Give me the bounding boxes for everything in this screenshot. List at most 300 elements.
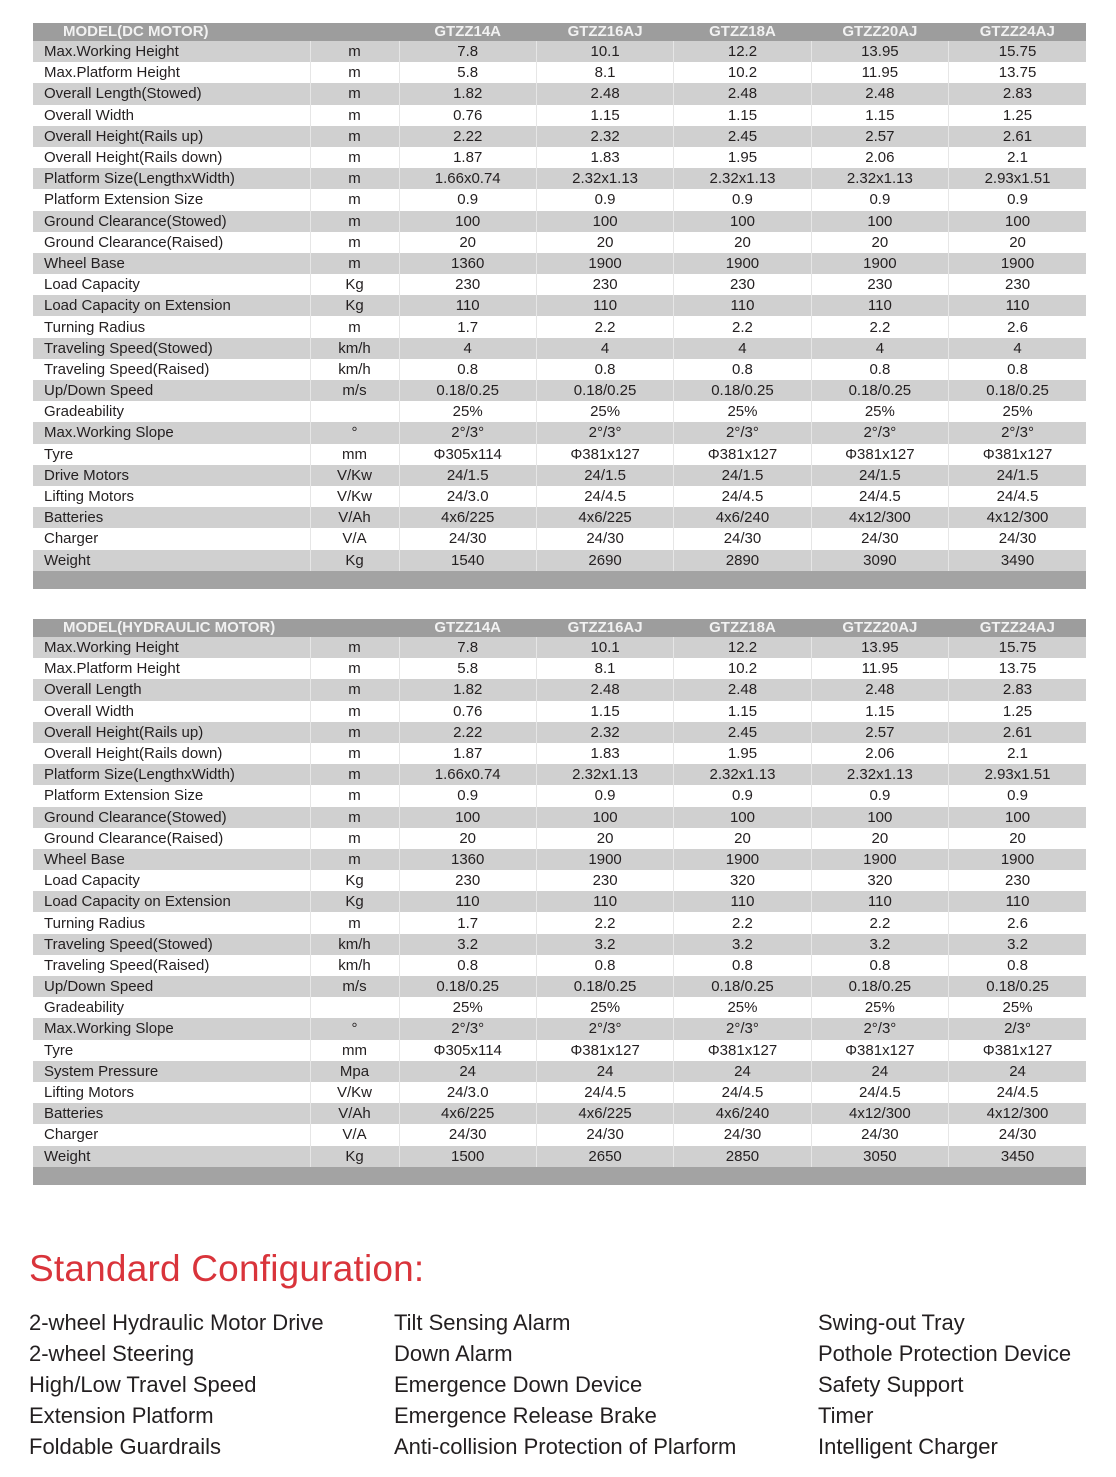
spec-unit: V/Kw xyxy=(310,1082,399,1103)
spec-value: 2890 xyxy=(674,550,811,571)
spec-value: 2.2 xyxy=(536,316,673,337)
spec-unit: m xyxy=(310,126,399,147)
spec-unit: km/h xyxy=(310,955,399,976)
spec-value: 0.9 xyxy=(399,189,536,210)
config-list-column-3 xyxy=(818,1307,1071,1462)
spec-value: 20 xyxy=(811,828,948,849)
spec-unit: m xyxy=(310,253,399,274)
spec-value: Φ305x114 xyxy=(399,1040,536,1061)
dc-motor-spec-table xyxy=(33,23,1086,589)
config-item: Tilt Sensing Alarm xyxy=(394,1310,571,1335)
spec-value: 2.83 xyxy=(949,83,1086,104)
spec-label: Overall Width xyxy=(33,105,310,126)
spec-unit: Kg xyxy=(310,1146,399,1167)
model-column-header: GTZZ20AJ xyxy=(811,619,948,637)
spec-value: 1900 xyxy=(674,253,811,274)
spec-value: 3.2 xyxy=(811,934,948,955)
spec-value: 10.2 xyxy=(674,658,811,679)
spec-label: Gradeability xyxy=(33,401,310,422)
spec-value: 2.45 xyxy=(674,722,811,743)
spec-value: 0.9 xyxy=(674,785,811,806)
spec-value: 0.18/0.25 xyxy=(811,380,948,401)
spec-value: 100 xyxy=(949,807,1086,828)
spec-value: 11.95 xyxy=(811,658,948,679)
spec-label: Traveling Speed(Stowed) xyxy=(33,338,310,359)
spec-value: 230 xyxy=(674,274,811,295)
spec-value: 1.95 xyxy=(674,743,811,764)
spec-unit: m xyxy=(310,785,399,806)
spec-value: 2°/3° xyxy=(811,1018,948,1039)
spec-value: 320 xyxy=(674,870,811,891)
spec-value: 2°/3° xyxy=(949,422,1086,443)
spec-value: 2°/3° xyxy=(399,422,536,443)
spec-value: 110 xyxy=(811,891,948,912)
table-row xyxy=(33,211,1086,232)
spec-value: Φ381x127 xyxy=(811,1040,948,1061)
spec-value: 1.7 xyxy=(399,912,536,933)
spec-value: 8.1 xyxy=(536,658,673,679)
spec-value: 230 xyxy=(399,274,536,295)
spec-value: 25% xyxy=(949,997,1086,1018)
spec-value: 4x12/300 xyxy=(949,1103,1086,1124)
spec-value: 24/1.5 xyxy=(949,465,1086,486)
table-row xyxy=(33,658,1086,679)
spec-value: 15.75 xyxy=(949,41,1086,62)
table-row xyxy=(33,1018,1086,1039)
table-row xyxy=(33,1124,1086,1145)
table-row xyxy=(33,444,1086,465)
spec-value: 2.93x1.51 xyxy=(949,764,1086,785)
spec-label: Weight xyxy=(33,1146,310,1167)
spec-value: 5.8 xyxy=(399,658,536,679)
table-row xyxy=(33,422,1086,443)
spec-value: 2.57 xyxy=(811,126,948,147)
spec-unit: V/A xyxy=(310,1124,399,1145)
spec-value: 0.8 xyxy=(536,359,673,380)
spec-unit: m xyxy=(310,189,399,210)
hydraulic-table-body xyxy=(33,637,1086,1167)
spec-value: Φ305x114 xyxy=(399,444,536,465)
spec-unit: m xyxy=(310,743,399,764)
spec-value: 20 xyxy=(399,828,536,849)
spec-value: 2.2 xyxy=(811,316,948,337)
spec-label: Load Capacity xyxy=(33,870,310,891)
spec-value: 1.95 xyxy=(674,147,811,168)
spec-value: 0.76 xyxy=(399,105,536,126)
spec-value: 5.8 xyxy=(399,62,536,83)
spec-value: Φ381x127 xyxy=(674,444,811,465)
table-row xyxy=(33,785,1086,806)
spec-value: 4x12/300 xyxy=(949,507,1086,528)
table-row xyxy=(33,637,1086,658)
spec-value: 1.87 xyxy=(399,147,536,168)
spec-value: 110 xyxy=(811,295,948,316)
spec-value: 230 xyxy=(536,870,673,891)
table-row xyxy=(33,976,1086,997)
spec-value: 2.32x1.13 xyxy=(674,764,811,785)
spec-value: 2°/3° xyxy=(536,1018,673,1039)
spec-value: 1900 xyxy=(536,849,673,870)
spec-value: 24/4.5 xyxy=(674,486,811,507)
spec-value: 2.45 xyxy=(674,126,811,147)
spec-value: 11.95 xyxy=(811,62,948,83)
spec-value: 1.82 xyxy=(399,679,536,700)
spec-label: Traveling Speed(Stowed) xyxy=(33,934,310,955)
table-row xyxy=(33,679,1086,700)
config-item: 2-wheel Hydraulic Motor Drive xyxy=(29,1310,324,1335)
spec-value: 4x6/225 xyxy=(399,507,536,528)
spec-value: 1.83 xyxy=(536,743,673,764)
spec-value: 0.8 xyxy=(949,955,1086,976)
spec-value: 0.18/0.25 xyxy=(536,976,673,997)
spec-unit: m xyxy=(310,232,399,253)
spec-value: 3.2 xyxy=(536,934,673,955)
spec-value: 110 xyxy=(536,295,673,316)
table-row xyxy=(33,232,1086,253)
spec-value: 4x12/300 xyxy=(811,1103,948,1124)
spec-unit: m/s xyxy=(310,380,399,401)
spec-value: 20 xyxy=(949,828,1086,849)
spec-value: 13.95 xyxy=(811,637,948,658)
spec-value: 0.18/0.25 xyxy=(536,380,673,401)
spec-unit: km/h xyxy=(310,359,399,380)
spec-value: Φ381x127 xyxy=(949,1040,1086,1061)
spec-label: Overall Length xyxy=(33,679,310,700)
dc-table-body xyxy=(33,41,1086,571)
spec-value: 20 xyxy=(949,232,1086,253)
table-row xyxy=(33,934,1086,955)
spec-value: 24/1.5 xyxy=(399,465,536,486)
model-column-header: GTZZ14A xyxy=(399,23,536,41)
config-item: Extension Platform xyxy=(29,1403,214,1428)
spec-value: 24/4.5 xyxy=(536,486,673,507)
table-row xyxy=(33,912,1086,933)
spec-value: 110 xyxy=(536,891,673,912)
spec-value: 1.25 xyxy=(949,701,1086,722)
model-column-header: GTZZ16AJ xyxy=(536,619,673,637)
spec-value: 13.95 xyxy=(811,41,948,62)
dc-table-header xyxy=(33,23,1086,41)
spec-label: Platform Extension Size xyxy=(33,189,310,210)
spec-value: 2.57 xyxy=(811,722,948,743)
model-header-label: MODEL(DC MOTOR) xyxy=(33,23,310,41)
spec-label: Charger xyxy=(33,1124,310,1145)
config-item: Pothole Protection Device xyxy=(818,1341,1072,1366)
spec-label: Overall Height(Rails down) xyxy=(33,147,310,168)
unit-header xyxy=(310,619,399,637)
spec-value: 24/3.0 xyxy=(399,1082,536,1103)
spec-value: 0.18/0.25 xyxy=(949,976,1086,997)
hydraulic-motor-spec-table xyxy=(33,619,1086,1185)
spec-unit: Kg xyxy=(310,891,399,912)
spec-value: 0.9 xyxy=(399,785,536,806)
spec-value: 10.1 xyxy=(536,41,673,62)
spec-unit: Kg xyxy=(310,550,399,571)
spec-value: 2.93x1.51 xyxy=(949,168,1086,189)
spec-value: 0.8 xyxy=(399,359,536,380)
spec-value: 12.2 xyxy=(674,637,811,658)
spec-value: 25% xyxy=(949,401,1086,422)
spec-value: 2.32x1.13 xyxy=(536,764,673,785)
spec-label: Gradeability xyxy=(33,997,310,1018)
spec-value: 20 xyxy=(674,828,811,849)
spec-value: 1.15 xyxy=(811,105,948,126)
spec-unit: m xyxy=(310,722,399,743)
spec-label: Max.Platform Height xyxy=(33,658,310,679)
spec-value: 20 xyxy=(536,232,673,253)
spec-value: 1.15 xyxy=(536,701,673,722)
spec-unit: m xyxy=(310,912,399,933)
spec-value: 2.32 xyxy=(536,126,673,147)
spec-unit xyxy=(310,997,399,1018)
config-item: Anti-collision Protection of Plarform xyxy=(394,1434,737,1459)
spec-value: 12.2 xyxy=(674,41,811,62)
table-row xyxy=(33,1146,1086,1167)
table-row xyxy=(33,126,1086,147)
spec-unit: m xyxy=(310,41,399,62)
spec-value: 4x6/225 xyxy=(536,1103,673,1124)
spec-value: 0.9 xyxy=(536,785,673,806)
spec-value: 8.1 xyxy=(536,62,673,83)
spec-unit: m xyxy=(310,764,399,785)
spec-value: 25% xyxy=(674,401,811,422)
spec-value: 1.15 xyxy=(674,105,811,126)
spec-label: Drive Motors xyxy=(33,465,310,486)
spec-value: 2/3° xyxy=(949,1018,1086,1039)
spec-unit: m xyxy=(310,105,399,126)
spec-value: 7.8 xyxy=(399,41,536,62)
spec-unit xyxy=(310,401,399,422)
spec-value: 320 xyxy=(811,870,948,891)
spec-label: Batteries xyxy=(33,507,310,528)
spec-value: 3490 xyxy=(949,550,1086,571)
spec-value: 3450 xyxy=(949,1146,1086,1167)
spec-value: 25% xyxy=(811,997,948,1018)
config-item: Swing-out Tray xyxy=(818,1310,965,1335)
spec-value: 0.8 xyxy=(811,359,948,380)
spec-value: 4x12/300 xyxy=(811,507,948,528)
spec-value: 4 xyxy=(811,338,948,359)
spec-value: 1.15 xyxy=(674,701,811,722)
spec-value: 20 xyxy=(674,232,811,253)
spec-value: 24/30 xyxy=(536,1124,673,1145)
spec-value: 100 xyxy=(811,807,948,828)
spec-value: 1.15 xyxy=(811,701,948,722)
table-row xyxy=(33,891,1086,912)
spec-value: 0.9 xyxy=(536,189,673,210)
spec-value: 2.2 xyxy=(674,316,811,337)
spec-value: 100 xyxy=(674,807,811,828)
table-row xyxy=(33,147,1086,168)
table-row xyxy=(33,465,1086,486)
table-row xyxy=(33,1040,1086,1061)
spec-label: Tyre xyxy=(33,1040,310,1061)
spec-value: 1.15 xyxy=(536,105,673,126)
spec-value: 24 xyxy=(536,1061,673,1082)
spec-value: 24/30 xyxy=(674,1124,811,1145)
spec-value: 1500 xyxy=(399,1146,536,1167)
model-column-header: GTZZ18A xyxy=(674,23,811,41)
spec-value: 4x6/225 xyxy=(399,1103,536,1124)
table-row xyxy=(33,1082,1086,1103)
spec-value: 24/1.5 xyxy=(811,465,948,486)
config-item: Foldable Guardrails xyxy=(29,1434,221,1459)
spec-value: 1360 xyxy=(399,253,536,274)
spec-value: 1360 xyxy=(399,849,536,870)
spec-label: Turning Radius xyxy=(33,912,310,933)
spec-label: Platform Size(LengthxWidth) xyxy=(33,764,310,785)
spec-value: Φ381x127 xyxy=(536,1040,673,1061)
spec-value: 2.6 xyxy=(949,912,1086,933)
spec-label: Weight xyxy=(33,550,310,571)
spec-label: Wheel Base xyxy=(33,849,310,870)
spec-value: 24/30 xyxy=(811,1124,948,1145)
spec-label: Ground Clearance(Raised) xyxy=(33,232,310,253)
spec-label: Lifting Motors xyxy=(33,1082,310,1103)
table-row xyxy=(33,316,1086,337)
spec-value: 24/4.5 xyxy=(811,486,948,507)
dc-table-footer-bar xyxy=(33,571,1086,589)
spec-label: Overall Height(Rails up) xyxy=(33,722,310,743)
spec-value: 110 xyxy=(399,891,536,912)
spec-value: 2.48 xyxy=(811,679,948,700)
spec-unit: m xyxy=(310,658,399,679)
spec-unit: m xyxy=(310,828,399,849)
spec-value: 2.22 xyxy=(399,722,536,743)
model-column-header: GTZZ20AJ xyxy=(811,23,948,41)
spec-value: 3.2 xyxy=(399,934,536,955)
spec-value: 24/4.5 xyxy=(949,486,1086,507)
spec-label: Traveling Speed(Raised) xyxy=(33,955,310,976)
spec-label: Max.Working Slope xyxy=(33,422,310,443)
config-item: Timer xyxy=(818,1403,874,1428)
spec-label: Overall Height(Rails down) xyxy=(33,743,310,764)
model-header-label: MODEL(HYDRAULIC MOTOR) xyxy=(33,619,310,637)
table-row xyxy=(33,1061,1086,1082)
spec-value: 24/3.0 xyxy=(399,486,536,507)
table-row xyxy=(33,295,1086,316)
spec-label: Tyre xyxy=(33,444,310,465)
spec-value: 20 xyxy=(399,232,536,253)
spec-label: Batteries xyxy=(33,1103,310,1124)
table-row xyxy=(33,105,1086,126)
config-item: High/Low Travel Speed xyxy=(29,1372,257,1397)
table-row xyxy=(33,764,1086,785)
spec-value: 15.75 xyxy=(949,637,1086,658)
spec-value: 100 xyxy=(536,807,673,828)
spec-value: 2°/3° xyxy=(811,422,948,443)
table-row xyxy=(33,62,1086,83)
table-row xyxy=(33,743,1086,764)
spec-label: Charger xyxy=(33,528,310,549)
table-row xyxy=(33,189,1086,210)
standard-configuration-title: Standard Configuration: xyxy=(29,1248,425,1289)
spec-value: 24/1.5 xyxy=(536,465,673,486)
spec-value: 2690 xyxy=(536,550,673,571)
spec-unit: V/A xyxy=(310,528,399,549)
spec-value: 3.2 xyxy=(949,934,1086,955)
spec-value: 0.18/0.25 xyxy=(811,976,948,997)
spec-label: Wheel Base xyxy=(33,253,310,274)
spec-value: 230 xyxy=(811,274,948,295)
spec-value: 2.06 xyxy=(811,147,948,168)
spec-value: 24/30 xyxy=(399,1124,536,1145)
table-row xyxy=(33,41,1086,62)
spec-unit: V/Kw xyxy=(310,465,399,486)
config-item: Down Alarm xyxy=(394,1341,513,1366)
table-row xyxy=(33,701,1086,722)
spec-value: 1.66x0.74 xyxy=(399,764,536,785)
spec-value: 0.9 xyxy=(811,785,948,806)
spec-value: 4x6/225 xyxy=(536,507,673,528)
spec-value: 2.22 xyxy=(399,126,536,147)
spec-label: Overall Length(Stowed) xyxy=(33,83,310,104)
spec-value: Φ381x127 xyxy=(674,1040,811,1061)
spec-value: 24/30 xyxy=(399,528,536,549)
spec-value: 13.75 xyxy=(949,658,1086,679)
spec-value: 24 xyxy=(811,1061,948,1082)
table-row xyxy=(33,849,1086,870)
table-row xyxy=(33,380,1086,401)
spec-label: Up/Down Speed xyxy=(33,976,310,997)
spec-value: 2.2 xyxy=(674,912,811,933)
spec-value: 2°/3° xyxy=(674,1018,811,1039)
spec-label: Turning Radius xyxy=(33,316,310,337)
model-column-header: GTZZ18A xyxy=(674,619,811,637)
spec-value: 0.8 xyxy=(949,359,1086,380)
spec-value: 100 xyxy=(674,211,811,232)
spec-value: 1900 xyxy=(536,253,673,274)
spec-value: 110 xyxy=(674,295,811,316)
spec-value: 13.75 xyxy=(949,62,1086,83)
spec-value: 1.83 xyxy=(536,147,673,168)
spec-value: 1.87 xyxy=(399,743,536,764)
spec-value: 100 xyxy=(811,211,948,232)
spec-value: 25% xyxy=(536,401,673,422)
spec-unit: Mpa xyxy=(310,1061,399,1082)
spec-unit: km/h xyxy=(310,338,399,359)
spec-value: 230 xyxy=(949,870,1086,891)
spec-value: 1.82 xyxy=(399,83,536,104)
table-row xyxy=(33,870,1086,891)
spec-value: 2.32x1.13 xyxy=(811,168,948,189)
spec-value: 230 xyxy=(536,274,673,295)
spec-unit: m xyxy=(310,701,399,722)
spec-value: Φ381x127 xyxy=(536,444,673,465)
spec-value: 2.06 xyxy=(811,743,948,764)
hydraulic-table-footer-bar xyxy=(33,1167,1086,1185)
spec-value: 25% xyxy=(399,401,536,422)
spec-value: 25% xyxy=(536,997,673,1018)
spec-value: 0.8 xyxy=(536,955,673,976)
spec-value: 4 xyxy=(949,338,1086,359)
spec-unit: mm xyxy=(310,1040,399,1061)
spec-value: 24/30 xyxy=(674,528,811,549)
spec-value: 25% xyxy=(674,997,811,1018)
spec-value: 2.48 xyxy=(674,679,811,700)
config-item: Emergence Down Device xyxy=(394,1372,643,1397)
spec-value: 24 xyxy=(674,1061,811,1082)
spec-label: Max.Working Slope xyxy=(33,1018,310,1039)
config-item: 2-wheel Steering xyxy=(29,1341,195,1366)
config-list-column-1 xyxy=(29,1307,324,1462)
spec-label: Up/Down Speed xyxy=(33,380,310,401)
spec-value: 2.32 xyxy=(536,722,673,743)
spec-unit: m xyxy=(310,807,399,828)
spec-value: 100 xyxy=(536,211,673,232)
spec-label: Platform Size(LengthxWidth) xyxy=(33,168,310,189)
table-row xyxy=(33,401,1086,422)
